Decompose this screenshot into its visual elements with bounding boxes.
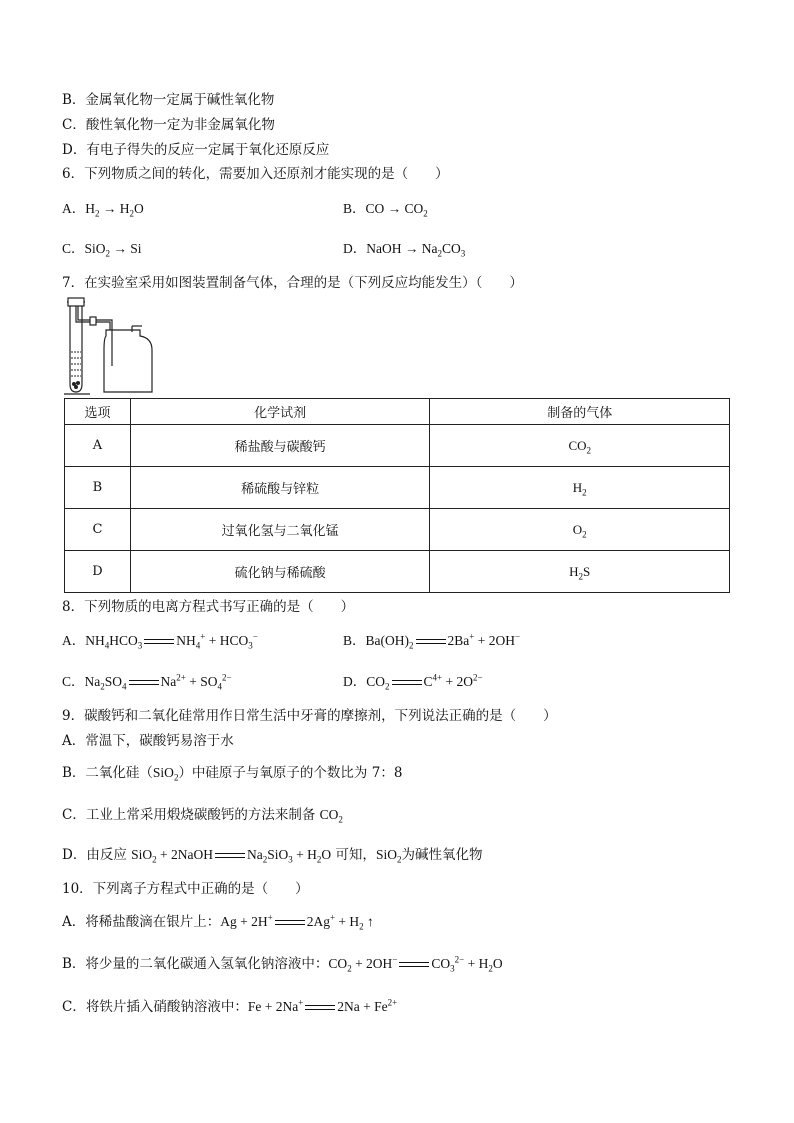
q6-option-b: B．CO → $CO_2$	[343, 201, 428, 219]
q9-stem: 9．碳酸钙和二氧化硅常用作日常生活中牙膏的摩擦剂，下列说法正确的是（ ）	[62, 708, 557, 724]
q7-stem: 7．在实验室采用如图装置制备气体，合理的是（下列反应均能发生）（ ）	[62, 275, 523, 291]
table-cell-gas: $H_2$	[430, 467, 730, 509]
q6-option-d: D．NaOH → $Na_2CO_3$	[343, 241, 466, 259]
q10-stem: 10．下列离子方程式中正确的是（ ）	[62, 881, 309, 897]
table-cell-reagent: 过氧化氢与二氧化锰	[130, 509, 430, 551]
q8-option-b: B．$Ba(OH)_2$ 2Ba+ + 2OH−	[343, 631, 521, 651]
table-header-reagent: 化学试剂	[130, 399, 430, 425]
q9-option-c: C．工业上常采用煅烧碳酸钙的方法来制备 $CO_2$	[62, 807, 343, 825]
table-cell-option: C	[65, 509, 131, 551]
table-cell-gas: $H_2S$	[430, 551, 730, 593]
q9-option-a: A．常温下，碳酸钙易溶于水	[62, 733, 234, 749]
table-row	[65, 551, 730, 593]
q10-option-c: C．将铁片插入硝酸钠溶液中：Fe + 2Na+ $2Na + Fe^{2+}$	[62, 997, 398, 1015]
table-row	[65, 467, 730, 509]
table-cell-option: D	[65, 551, 131, 593]
q6-option-c: C．SiO$_2$ → Si	[62, 241, 142, 259]
q10-option-b: B．将少量的二氧化碳通入氢氧化钠溶液中：$CO_2 + 2OH^-$ $CO_3^{2-} + H_2O$	[62, 954, 503, 974]
table-row	[65, 425, 730, 467]
table-cell-reagent: 稀盐酸与碳酸钙	[130, 425, 430, 467]
q6-option-a: A．$H_2 \to H_2O$	[62, 201, 144, 219]
gas-apparatus-figure	[62, 296, 158, 396]
table-cell-reagent: 稀硫酸与锌粒	[130, 467, 430, 509]
q5-option-d: D．有电子得失的反应一定属于氧化还原反应	[62, 142, 330, 158]
table-cell-reagent: 硫化钠与稀硫酸	[130, 551, 430, 593]
q8-stem: 8．下列物质的电离方程式书写正确的是（ ）	[62, 599, 355, 615]
q7-table	[64, 398, 730, 593]
q9-option-b: B．二氧化硅（SiO$_2$）中硅原子与氧原子的个数比为 7：8	[62, 765, 403, 783]
table-cell-option: A	[65, 425, 131, 467]
table-header-option: 选项	[65, 399, 131, 425]
q8-option-d: D．$CO_2$ $C^{4+} + 2O^{2-}$	[343, 672, 483, 692]
q10-option-a: A．将稀盐酸滴在银片上：Ag + 2H+ $2Ag^+ + H_2$ ↑	[62, 912, 374, 932]
q7-table-header-row	[65, 399, 730, 425]
table-cell-gas: $O_2$	[430, 509, 730, 551]
q8-option-a: A．$NH_4HCO_3$ $NH_4^+ + HCO_3^-$	[62, 631, 258, 651]
table-row	[65, 509, 730, 551]
q8-option-c: C．$Na_2SO_4$ $Na^{2+} + SO_4^{2-}$	[62, 672, 232, 692]
q5-option-b: B．金属氧化物一定属于碱性氧化物	[62, 92, 275, 108]
q9-option-d: D．由反应 SiO$_2$ + 2NaOH $Na_2SiO_3 + H_2O$ 可知，SiO$_2$为碱性氧化物	[62, 847, 483, 865]
table-header-gas: 制备的气体	[430, 399, 730, 425]
q5-option-c: C．酸性氧化物一定为非金属氧化物	[62, 117, 275, 133]
table-cell-gas: $CO_2$	[430, 425, 730, 467]
q6-stem: 6．下列物质之间的转化，需要加入还原剂才能实现的是（ ）	[62, 166, 449, 182]
table-cell-option: B	[65, 467, 131, 509]
